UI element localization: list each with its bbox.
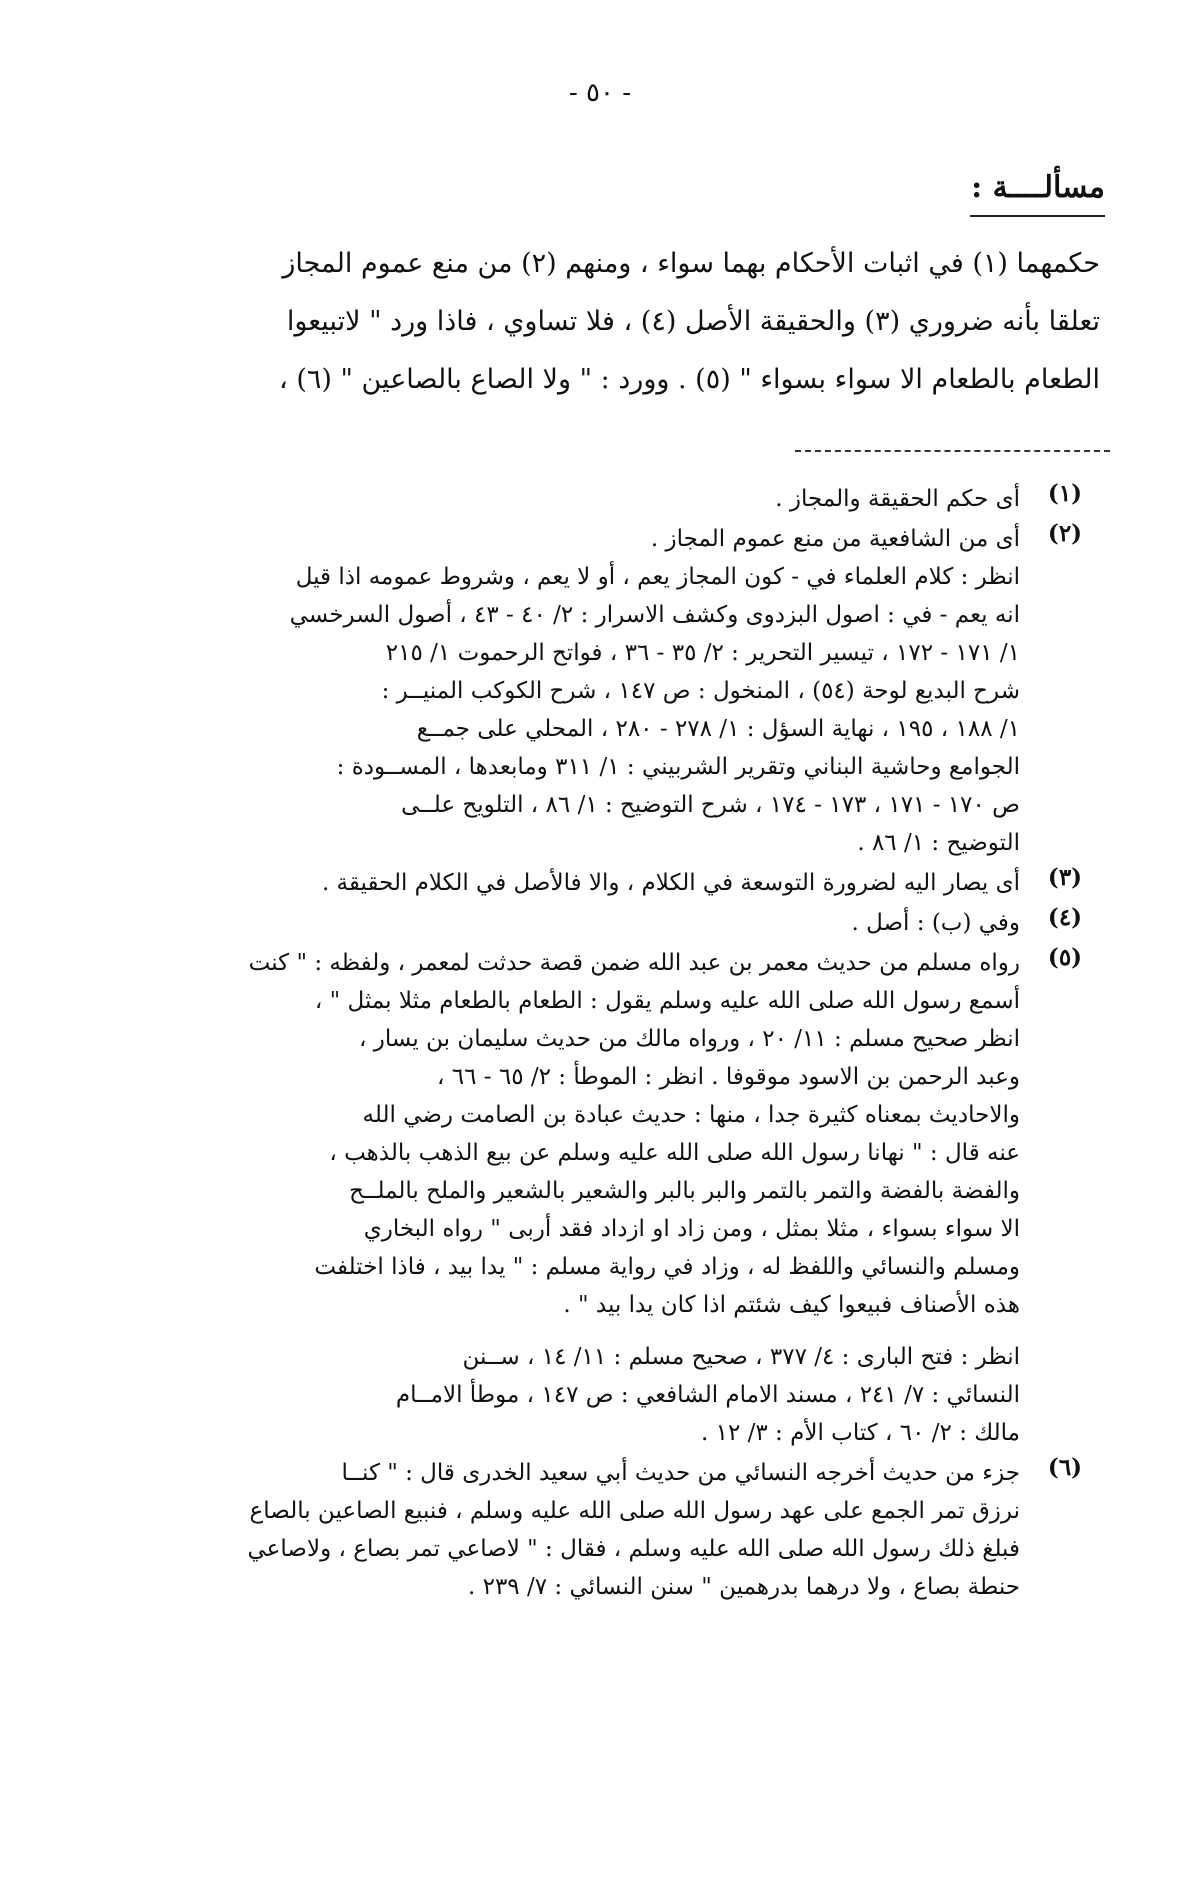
text-line: حكمهما (١) في اثبات الأحكام بهما سواء ، ومنهم (٢) من منع عموم المجاز	[282, 248, 1100, 279]
footnote-line: جزء من حديث أخرجه النسائي من حديث أبي سعيد الخدرى قال : " كنــا	[341, 1460, 1020, 1486]
footnote-reference-line: انظر : فتح البارى : ٤/ ٣٧٧ ، صحيح مسلم : ١١/ ١٤ ، ســنن	[462, 1344, 1020, 1370]
footnote-line: ١/ ١٧١ - ١٧٢ ، تيسير التحرير : ٢/ ٣٥ - ٣٦ ، فواتح الرحموت ١/ ٢١٥	[385, 640, 1020, 666]
footnote-3	[80, 864, 1110, 902]
footnote-line: والاحاديث بمعناه كثيرة جدا ، منها : حديث عبادة بن الصامت رضي الله	[362, 1102, 1020, 1128]
footnote-line: التوضيح : ١/ ٨٦ .	[857, 830, 1020, 856]
footnote-line: حنطة بصاع ، ولا درهما بدرهمين " سنن النسائي : ٧/ ٢٣٩ .	[467, 1574, 1020, 1600]
footnote-line: رواه مسلم من حديث معمر بن عبد الله ضمن قصة حدثت لمعمر ، ولفظه : " كنت	[248, 950, 1020, 976]
footnote-line: انظر صحيح مسلم : ١١/ ٢٠ ، ورواه مالك من حديث سليمان بن يسار ،	[359, 1026, 1020, 1052]
footnote-line: شرح البديع لوحة (٥٤) ، المنخول : ص ١٤٧ ، شرح الكوكب المنيــر :	[381, 678, 1020, 704]
footnote-1	[80, 480, 1110, 518]
footnote-line: فبلغ ذلك رسول الله صلى الله عليه وسلم ، فقال : " لاصاعي تمر بصاع ، ولاصاعي	[247, 1536, 1020, 1562]
footnote-separator	[795, 450, 1110, 452]
footnote-number: (٢)	[1047, 520, 1083, 547]
footnote-4	[80, 904, 1110, 942]
footnote-6	[80, 1454, 1110, 1606]
footnote-line: الجوامع وحاشية البناني وتقرير الشربيني : ١/ ٣١١ ومابعدها ، المســودة :	[336, 754, 1020, 780]
footnote-line: الا سواء بسواء ، مثلا بمثل ، ومن زاد او ازداد فقد أربى " رواه البخاري	[363, 1216, 1020, 1242]
footnote-line: انظر : كلام العلماء في - كون المجاز يعم ، أو لا يعم ، وشروط عمومه اذا قيل	[295, 564, 1020, 590]
footnote-reference-line: النسائي : ٧/ ٢٤١ ، مسند الامام الشافعي : ص ١٤٧ ، موطأ الامــام	[395, 1382, 1020, 1408]
footnote-number: (١)	[1047, 480, 1083, 507]
heading-underline	[970, 215, 1105, 217]
main-text	[90, 235, 1100, 409]
footnote-line: ١/ ١٨٨ ، ١٩٥ ، نهاية السؤل : ١/ ٢٧٨ - ٢٨٠ ، المحلي على جمــع	[416, 716, 1020, 742]
footnote-line: أسمع رسول الله صلى الله عليه وسلم يقول : الطعام بالطعام مثلا بمثل " ،	[314, 988, 1020, 1014]
footnote-line: أى يصار اليه لضرورة التوسعة في الكلام ، والا فالأصل في الكلام الحقيقة .	[321, 870, 1020, 896]
footnote-line: ومسلم والنسائي واللفظ له ، وزاد في رواية مسلم : " يدا بيد ، فاذا اختلفت	[314, 1254, 1020, 1280]
footnote-line: والفضة بالفضة والتمر بالتمر والبر بالبر والشعير بالشعير والملح بالملــح	[349, 1178, 1020, 1204]
footnote-line: وعبد الرحمن بن الاسود موقوفا . انظر : الموطأ : ٢/ ٦٥ - ٦٦ ،	[436, 1064, 1020, 1090]
footnote-2	[80, 520, 1110, 862]
footnotes	[80, 480, 1110, 1608]
footnote-line: أى من الشافعية من منع عموم المجاز .	[650, 526, 1020, 552]
footnote-reference-line: مالك : ٢/ ٦٠ ، كتاب الأم : ٣/ ١٢ .	[700, 1420, 1020, 1446]
footnote-line: وفي (ب) : أصل .	[851, 910, 1020, 936]
footnote-5	[80, 944, 1110, 1452]
footnote-number: (٤)	[1047, 904, 1083, 931]
text-line: الطعام بالطعام الا سواء بسواء " (٥) . وورد : " ولا الصاع بالصاعين " (٦) ،	[279, 364, 1100, 395]
footnote-line: انه يعم - في : اصول البزدوى وكشف الاسرار : ٢/ ٤٠ - ٤٣ ، أصول السرخسي	[289, 602, 1020, 628]
section-heading: مسألــــة :	[971, 170, 1105, 205]
footnote-line: هذه الأصناف فبيعوا كيف شئتم اذا كان يدا بيد " .	[563, 1292, 1020, 1318]
page-number: - ٥٠ -	[568, 78, 632, 108]
footnote-line: عنه قال : " نهانا رسول الله صلى الله عليه وسلم عن بيع الذهب بالذهب ،	[329, 1140, 1020, 1166]
text-line: تعلقا بأنه ضروري (٣) والحقيقة الأصل (٤) ، فلا تساوي ، فاذا ورد " لاتبيعوا	[286, 306, 1100, 337]
footnote-number: (٣)	[1047, 864, 1083, 891]
footnote-number: (٦)	[1047, 1454, 1083, 1481]
footnote-line: أى حكم الحقيقة والمجاز .	[775, 486, 1020, 512]
footnote-line: ص ١٧٠ - ١٧١ ، ١٧٣ - ١٧٤ ، شرح التوضيح : ١/ ٨٦ ، التلويح علــى	[401, 792, 1020, 818]
footnote-number: (٥)	[1047, 944, 1083, 971]
footnote-line: نرزق تمر الجمع على عهد رسول الله صلى الله عليه وسلم ، فنبيع الصاعين بالصاع	[249, 1498, 1020, 1524]
